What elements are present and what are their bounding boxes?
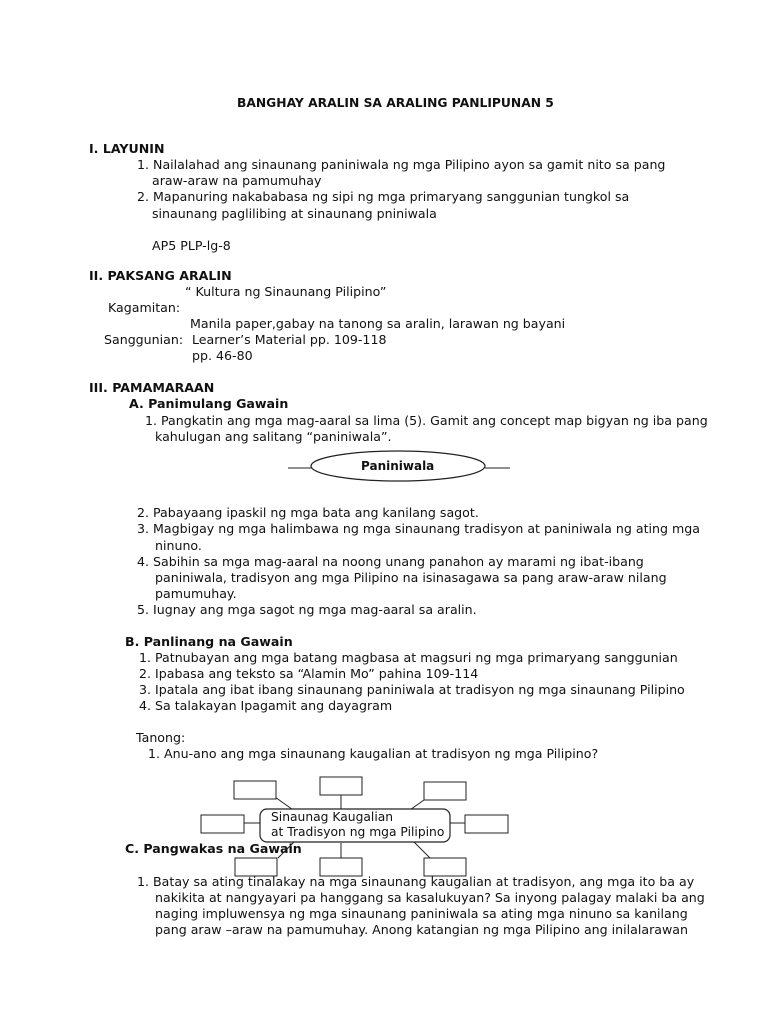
a-item-2: 2. Pabayaang ipaskil ng mga bata ang kanilang sagot.	[137, 505, 479, 520]
layunin-item-2: 2. Mapanuring nakababasa ng sipi ng mga primaryang sanggunian tungkol sa	[137, 189, 630, 204]
paksang-topic: “ Kultura ng Sinaunang Pilipino”	[185, 284, 387, 299]
c-item-1: 1. Batay sa ating tinalakay na mga sinaunang kaugalian at tradisyon, ang mga ito ba ay	[137, 874, 695, 889]
sanggunian-label: Sanggunian:	[104, 332, 184, 347]
layunin-item-1-cont: araw-araw na pamumuhay	[152, 173, 322, 188]
pangwakas-gawain-heading: C. Pangwakas na Gawain	[125, 841, 302, 856]
a-item-1-cont: kahulugan ang salitang “paniniwala”.	[155, 429, 392, 444]
b-item-2: 2. Ipabasa ang teksto sa “Alamin Mo” pahina 109-114	[139, 666, 479, 681]
b-item-1: 1. Patnubayan ang mga batang magbasa at magsuri ng mga primaryang sanggunian	[139, 650, 678, 665]
layunin-code: AP5 PLP-lg-8	[152, 238, 231, 253]
document-title: BANGHAY ARALIN SA ARALING PANLIPUNAN 5	[237, 96, 554, 110]
panimulang-gawain-heading: A. Panimulang Gawain	[129, 396, 289, 411]
diagram-center-line-2: at Tradisyon ng mga Pilipino	[271, 825, 445, 839]
kagamitan-label: Kagamitan:	[108, 300, 181, 315]
section-layunin-heading: I. LAYUNIN	[89, 141, 165, 156]
a-item-3: 3. Magbigay ng mga halimbawa ng mga sinaunang tradisyon at paniniwala ng ating mga	[137, 521, 700, 536]
layunin-item-1: 1. Nailalahad ang sinaunang paniniwala ng mga Pilipino ayon sa gamit nito sa pang	[137, 157, 666, 172]
diagram-center-line-1: Sinaunag Kaugalian	[271, 810, 394, 824]
kagamitan-value: Manila paper,gabay na tanong sa aralin, larawan ng bayani	[190, 316, 566, 331]
b-item-3: 3. Ipatala ang ibat ibang sinaunang paniniwala at tradisyon ng mga sinaunang Pilipino	[139, 682, 685, 697]
a-item-4: 4. Sabihin sa mga mag-aaral na noong unang panahon ay marami ng ibat-ibang	[137, 554, 644, 569]
tanong-label: Tanong:	[136, 730, 186, 745]
question-1: 1. Anu-ano ang mga sinaunang kaugalian at tradisyon ng mga Pilipino?	[148, 746, 599, 761]
panlinang-gawain-heading: B. Panlinang na Gawain	[125, 634, 293, 649]
section-paksang-heading: II. PAKSANG ARALIN	[89, 268, 232, 283]
concept-map-label: Paniniwala	[361, 459, 435, 473]
sanggunian-value-2: pp. 46-80	[192, 348, 253, 363]
section-pamamaraan-heading: III. PAMAMARAAN	[89, 380, 215, 395]
a-item-3-cont: ninuno.	[155, 538, 202, 553]
a-item-4-cont: paniniwala, tradisyon ang mga Pilipino na isinasagawa sa pang araw-araw nilang	[155, 570, 667, 585]
a-item-5: 5. Iugnay ang mga sagot ng mga mag-aaral sa aralin.	[137, 602, 477, 617]
layunin-item-2-cont: sinaunang paglilibing at sinaunang pniniwala	[152, 206, 437, 221]
c-item-1-cont-2: naging impluwensya ng mga sinaunang paniniwala sa ating mga ninuno sa kanilang	[155, 906, 688, 921]
c-item-1-cont-3: pang araw –araw na pamumuhay. Anong katangian ng mga Pilipino ang inilalarawan	[155, 922, 688, 937]
a-item-4-cont-2: pamumuhay.	[155, 586, 237, 601]
a-item-1: 1. Pangkatin ang mga mag-aaral sa lima (5). Gamit ang concept map bigyan ng iba pang	[145, 413, 708, 428]
sanggunian-value: Learner’s Material pp. 109-118	[192, 332, 387, 347]
b-item-4: 4. Sa talakayan Ipagamit ang dayagram	[139, 698, 393, 713]
c-item-1-cont: nakikita at nangyayari pa hanggang sa kasalukuyan? Sa inyong palagay malaki ba ang	[155, 890, 705, 905]
